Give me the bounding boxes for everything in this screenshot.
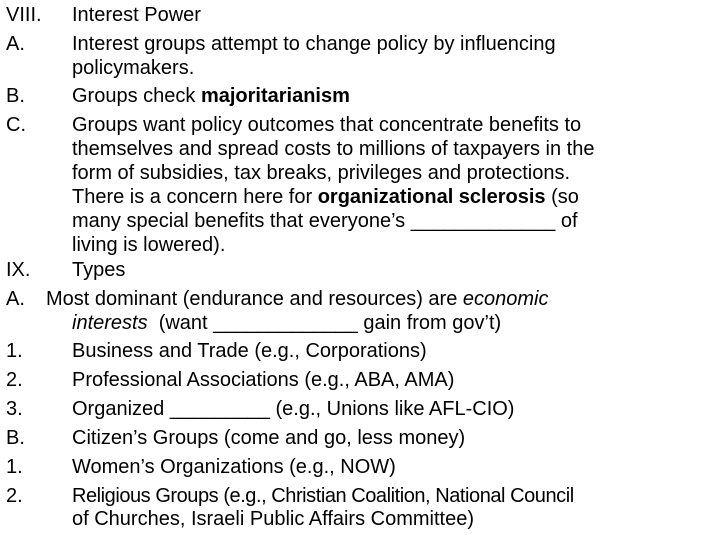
outline-label: 3. xyxy=(6,398,23,420)
outline-label: A. xyxy=(6,288,25,310)
outline-text: policymakers. xyxy=(72,57,195,79)
outline-label: 2. xyxy=(6,485,23,507)
outline-text xyxy=(46,287,549,311)
outline-text: Interest groups attempt to change policy by influencing xyxy=(72,33,556,55)
outline-label: IX. xyxy=(6,259,31,281)
outline-label: B. xyxy=(6,85,25,107)
outline-text xyxy=(72,185,579,209)
outline-text: of Churches, Israeli Public Affairs Committee) xyxy=(72,508,475,530)
text-run: Most dominant (endurance and resources) are xyxy=(46,288,463,310)
outline-text: Organized _________ (e.g., Unions like AFL-CIO) xyxy=(72,398,515,420)
outline-text xyxy=(72,311,501,335)
outline-text: Types xyxy=(72,259,126,281)
text-run: (want _____________ gain from gov’t) xyxy=(147,312,502,334)
outline-text: many special benefits that everyone’s _____________ of xyxy=(72,210,578,232)
outline-label: 2. xyxy=(6,369,23,391)
outline-label: 1. xyxy=(6,456,23,478)
outline-text: Religious Groups (e.g., Christian Coalition, National Council xyxy=(72,485,574,507)
outline-label: C. xyxy=(6,114,26,136)
outline-label: B. xyxy=(6,427,25,449)
text-run: There is a concern here for xyxy=(72,186,318,208)
outline-text: themselves and spread costs to millions of taxpayers in the xyxy=(72,138,595,160)
outline-text: Citizen’s Groups (come and go, less money) xyxy=(72,427,466,449)
outline-text xyxy=(72,84,350,108)
text-run: (so xyxy=(545,186,579,208)
outline-text: Women’s Organizations (e.g., NOW) xyxy=(72,456,396,478)
outline-text: living is lowered). xyxy=(72,234,226,256)
outline-text: Professional Associations (e.g., ABA, AMA) xyxy=(72,369,455,391)
italic-term: interests xyxy=(72,312,148,334)
outline-text: form of subsidies, tax breaks, privileges and protections. xyxy=(72,162,571,184)
outline-label: 1. xyxy=(6,340,23,362)
outline-text: Interest Power xyxy=(72,4,201,26)
outline-text: Groups want policy outcomes that concentrate benefits to xyxy=(72,114,582,136)
italic-term: economic xyxy=(462,288,549,310)
outline-label: A. xyxy=(6,33,25,55)
outline-text: Business and Trade (e.g., Corporations) xyxy=(72,340,427,362)
outline-label: VIII. xyxy=(6,4,42,26)
bold-term: organizational sclerosis xyxy=(317,186,546,208)
text-run: Groups check xyxy=(72,85,201,107)
bold-term: majoritarianism xyxy=(200,85,350,107)
